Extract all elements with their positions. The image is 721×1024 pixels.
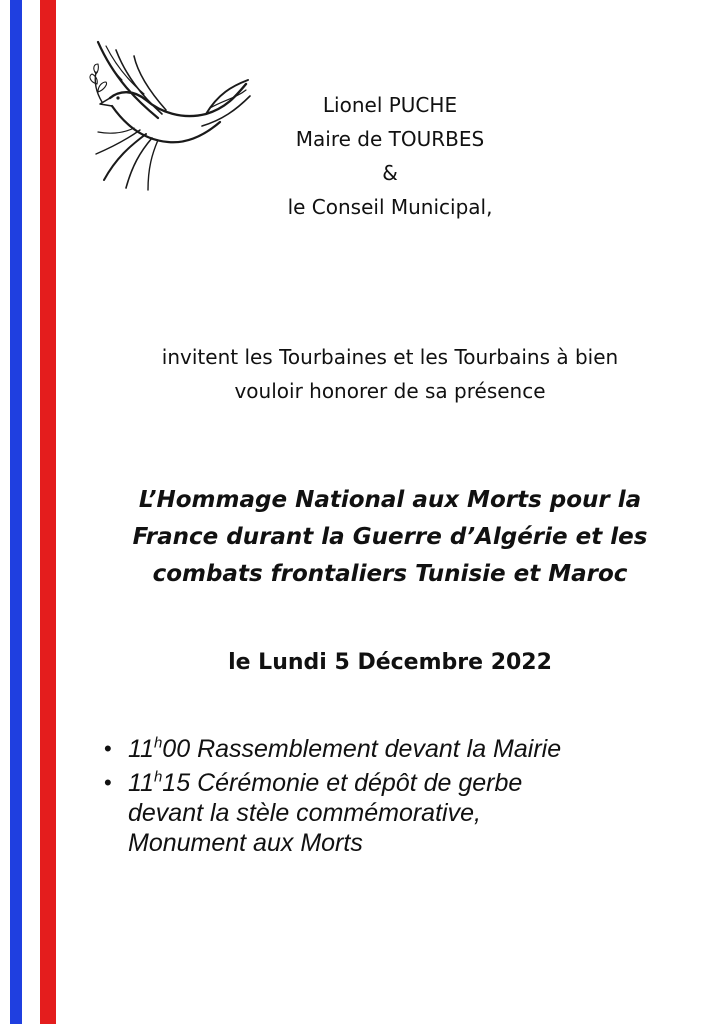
schedule-description: Monument aux Morts: [128, 829, 363, 857]
schedule-description: devant la stèle commémorative,: [128, 799, 481, 827]
council-name: le Conseil Municipal,: [287, 195, 493, 219]
schedule-hour-suffix: h: [153, 734, 163, 752]
flag-stripe-red: [40, 0, 56, 1024]
schedule-item: [102, 734, 702, 764]
event-title-line: combats frontaliers Tunisie et Maroc: [152, 561, 628, 587]
flag-stripe-white: [22, 0, 40, 1024]
schedule-hour: 11: [128, 735, 154, 763]
schedule-description: Rassemblement devant la Mairie: [197, 735, 562, 763]
event-title: [80, 482, 700, 593]
event-date: le Lundi 5 Décembre 2022: [228, 650, 552, 675]
event-title-line: L’Hommage National aux Morts pour la: [138, 487, 642, 513]
invitation-text: [80, 340, 700, 408]
schedule-hour: 11: [128, 769, 154, 797]
schedule-description: Cérémonie et dépôt de gerbe: [197, 769, 523, 797]
invitation-line: vouloir honorer de sa présence: [234, 379, 546, 403]
mayor-name: Lionel PUCHE: [322, 93, 458, 117]
ampersand: &: [382, 161, 398, 185]
signatories-block: [240, 88, 540, 224]
schedule-item: [102, 768, 702, 858]
schedule-list: [102, 734, 702, 862]
flag-stripe-blue: [10, 0, 22, 1024]
invitation-line: invitent les Tourbaines et les Tourbains à bien: [161, 345, 619, 369]
dove-with-olive-branch-icon: [86, 30, 256, 200]
schedule-minutes: 15: [162, 769, 191, 797]
mayor-title: Maire de TOURBES: [295, 127, 485, 151]
schedule-hour-suffix: h: [153, 768, 163, 786]
event-title-line: France durant la Guerre d’Algérie et les: [132, 524, 648, 550]
schedule-minutes: 00: [162, 735, 191, 763]
